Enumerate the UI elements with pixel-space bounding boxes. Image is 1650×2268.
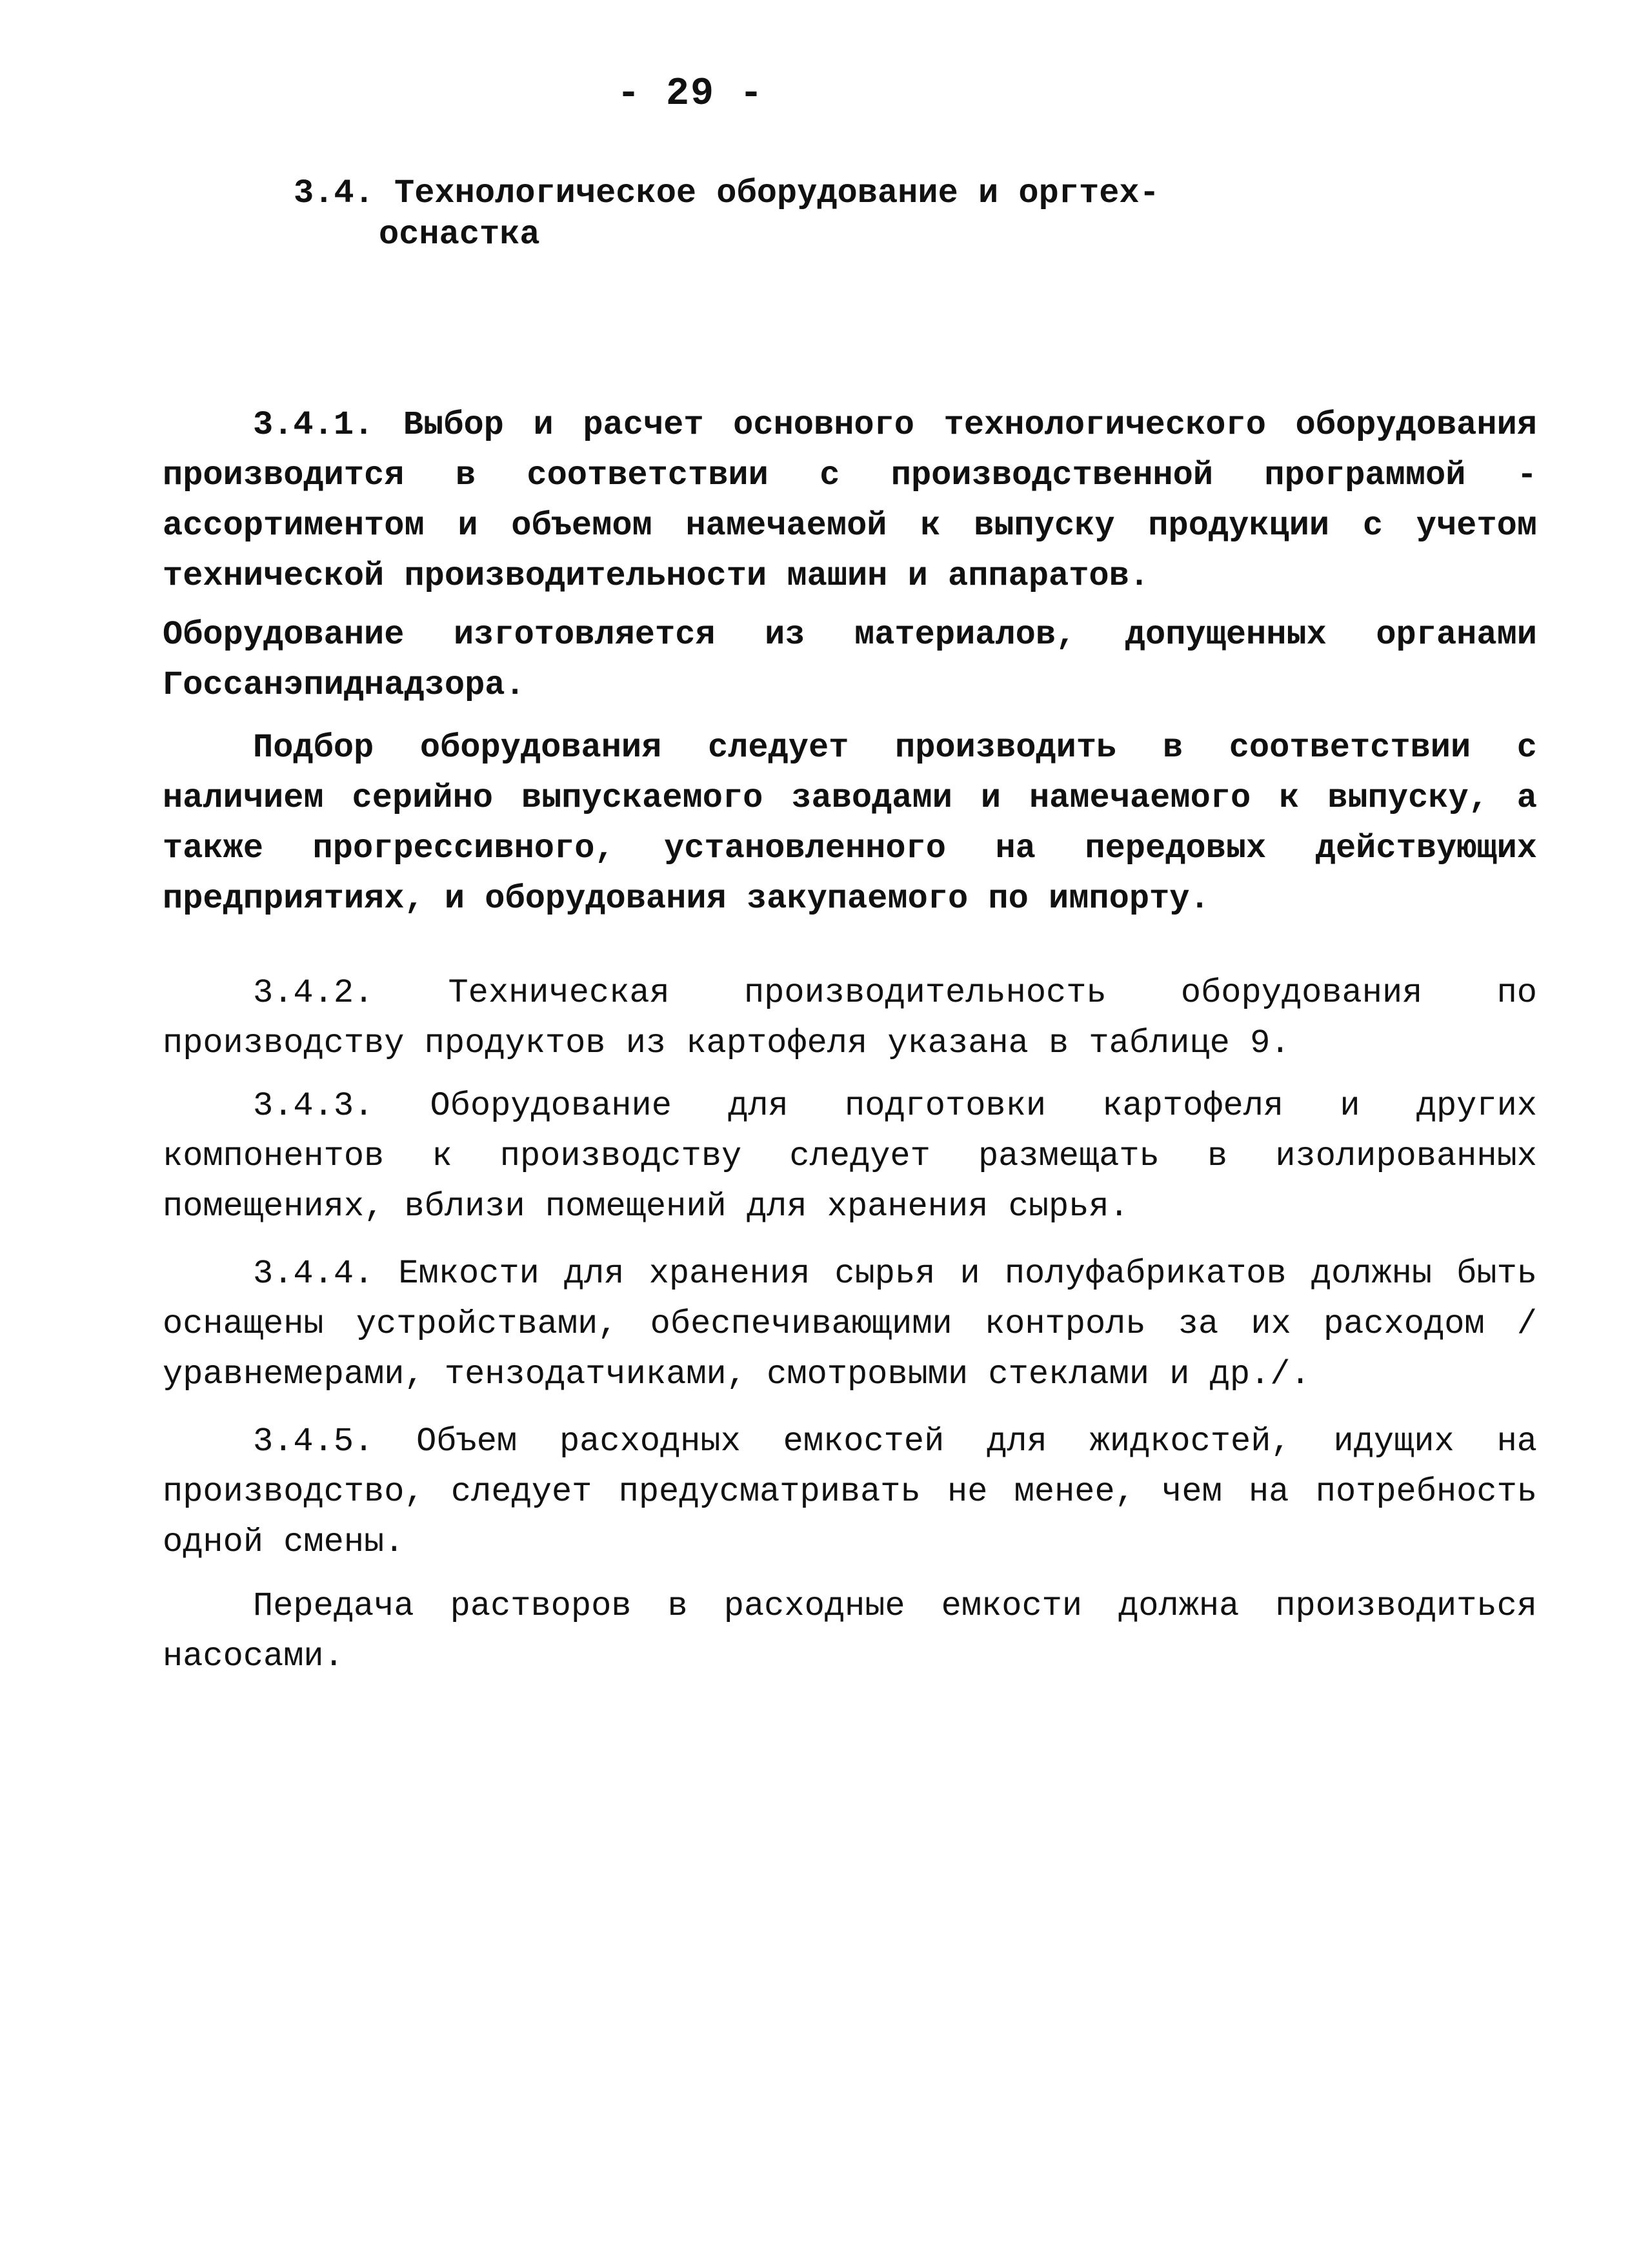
paragraph-3-4-1: 3.4.1. Выбор и расчет основного технологического оборудования производится в соответствии с производственной программой - ассортиментом и объемом намечаемой к выпуску продукции с учетом технической производительности машин и аппаратов. <box>163 406 1537 595</box>
paragraph-3-4-2: 3.4.2. Техническая производительность оборудования по производству продуктов из картофеля указана в таблице 9. <box>163 974 1537 1062</box>
section-heading-line2: оснастка <box>379 216 540 254</box>
section-heading-line1: 3.4. Технологическое оборудование и оргтех- <box>294 174 1160 212</box>
section-heading <box>294 173 1262 256</box>
paragraph-3-4-3: 3.4.3. Оборудование для подготовки картофеля и других компонентов к производству следует размещать в изолированных помещениях, вблизи помещений для хранения сырья. <box>163 1087 1537 1226</box>
paragraph-3-4-5: 3.4.5. Объем расходных емкостей для жидкостей, идущих на производство, следует предусматривать не менее, чем на потребность одной смены. <box>163 1423 1537 1561</box>
paragraph-equipment-materials: Оборудование изготовляется из материалов, допущенных органами Госсанэпиднадзора. <box>163 616 1537 704</box>
paragraph-equipment-selection: Подбор оборудования следует производить в соответствии с наличием серийно выпускаемого заводами и намечаемого к выпуску, а также прогрессивного, установленного на передовых действующих предприятиях, и оборудования закупаемого по импорту. <box>163 729 1537 918</box>
paragraph-solution-transfer: Передача растворов в расходные емкости должна производиться насосами. <box>163 1587 1537 1676</box>
paragraph-3-4-4: 3.4.4. Емкости для хранения сырья и полуфабрикатов должны быть оснащены устройствами, обеспечивающими контроль за их расходом /уравнемерами, тензодатчиками, смотровыми стеклами и др./. <box>163 1255 1537 1393</box>
page-number: - 29 - <box>616 72 765 116</box>
